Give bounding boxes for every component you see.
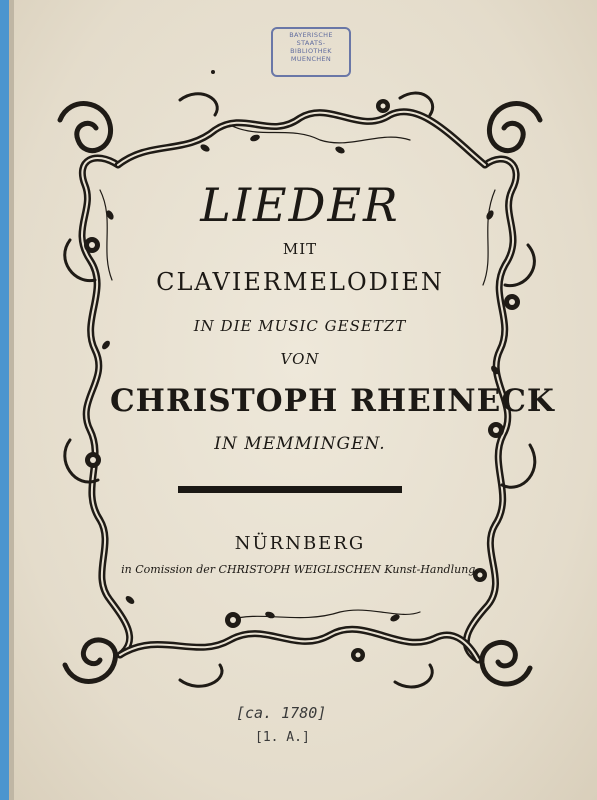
title-von: VON: [280, 350, 320, 368]
composer-name: CHRISTOPH RHEINECK: [110, 383, 555, 419]
shelf-annotation: [1. A.]: [255, 730, 310, 745]
title-mit: MIT: [282, 240, 318, 258]
stamp-line-3: BIBLIOTHEK: [290, 47, 332, 55]
stamp-line-2: STAATS-: [296, 39, 326, 47]
subtitle: CLAVIERMELODIEN: [156, 268, 444, 296]
date-annotation: [ca. 1780]: [236, 704, 327, 722]
composer-place: IN MEMMINGEN.: [214, 434, 386, 454]
music-line: IN DIE MUSIC GESETZT: [193, 317, 407, 335]
divider-rule: [178, 486, 402, 493]
imprint-commission: in Comission der CHRISTOPH WEIGLISCHEN Kunst-Handlung.: [121, 563, 479, 576]
main-title: LIEDER: [200, 178, 400, 232]
stamp-line-1: BAYERISCHE: [289, 31, 333, 39]
stamp-line-4: MUENCHEN: [290, 55, 332, 63]
imprint-city: NÜRNBERG: [234, 533, 366, 554]
